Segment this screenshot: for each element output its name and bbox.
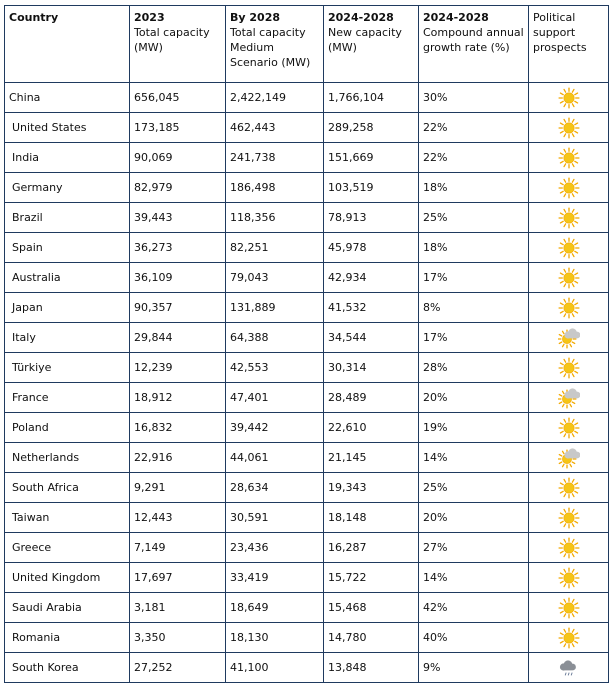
cell-cagr: 28% bbox=[419, 353, 529, 383]
cell-cagr: 17% bbox=[419, 263, 529, 293]
sun-icon bbox=[558, 417, 580, 439]
cell-cagr: 42% bbox=[419, 593, 529, 623]
table-row bbox=[5, 263, 609, 293]
cell-capacity-2023: 22,916 bbox=[130, 443, 226, 473]
cell-political-support bbox=[529, 353, 609, 383]
cell-capacity-2023: 82,979 bbox=[130, 173, 226, 203]
solar-capacity-table bbox=[4, 5, 609, 683]
cell-capacity-2023: 9,291 bbox=[130, 473, 226, 503]
header-row bbox=[5, 6, 609, 83]
cell-capacity-2028: 131,889 bbox=[226, 293, 324, 323]
cell-political-support bbox=[529, 83, 609, 113]
cell-political-support bbox=[529, 113, 609, 143]
cell-capacity-2023: 173,185 bbox=[130, 113, 226, 143]
cell-capacity-2023: 27,252 bbox=[130, 653, 226, 683]
cell-cagr: 40% bbox=[419, 623, 529, 653]
cell-capacity-2023: 16,832 bbox=[130, 413, 226, 443]
cell-capacity-2028: 462,443 bbox=[226, 113, 324, 143]
cell-capacity-2023: 656,045 bbox=[130, 83, 226, 113]
cell-country: India bbox=[5, 143, 130, 173]
sun-icon bbox=[558, 477, 580, 499]
cell-capacity-2028: 2,422,149 bbox=[226, 83, 324, 113]
cell-political-support bbox=[529, 293, 609, 323]
sun-icon bbox=[558, 357, 580, 379]
cell-cagr: 27% bbox=[419, 533, 529, 563]
cell-political-support bbox=[529, 623, 609, 653]
cell-new-capacity: 18,148 bbox=[324, 503, 419, 533]
header-new-capacity: 2024-2028 New capacity (MW) bbox=[324, 6, 419, 83]
cell-capacity-2028: 33,419 bbox=[226, 563, 324, 593]
cell-country: United Kingdom bbox=[5, 563, 130, 593]
cell-country: Spain bbox=[5, 233, 130, 263]
cell-capacity-2023: 12,443 bbox=[130, 503, 226, 533]
cell-new-capacity: 289,258 bbox=[324, 113, 419, 143]
table-row bbox=[5, 473, 609, 503]
cell-cagr: 8% bbox=[419, 293, 529, 323]
sun-icon bbox=[558, 207, 580, 229]
cell-capacity-2023: 90,357 bbox=[130, 293, 226, 323]
sun-icon bbox=[558, 537, 580, 559]
cell-capacity-2028: 18,130 bbox=[226, 623, 324, 653]
cell-country: Japan bbox=[5, 293, 130, 323]
cell-new-capacity: 42,934 bbox=[324, 263, 419, 293]
cell-cagr: 18% bbox=[419, 233, 529, 263]
table-row bbox=[5, 443, 609, 473]
cell-capacity-2023: 7,149 bbox=[130, 533, 226, 563]
cell-new-capacity: 14,780 bbox=[324, 623, 419, 653]
sun-icon bbox=[558, 147, 580, 169]
cell-political-support bbox=[529, 593, 609, 623]
cell-political-support bbox=[529, 203, 609, 233]
cell-political-support bbox=[529, 173, 609, 203]
table-row bbox=[5, 83, 609, 113]
cell-cagr: 14% bbox=[419, 443, 529, 473]
cell-capacity-2028: 41,100 bbox=[226, 653, 324, 683]
cell-new-capacity: 103,519 bbox=[324, 173, 419, 203]
cell-cagr: 9% bbox=[419, 653, 529, 683]
cell-political-support bbox=[529, 473, 609, 503]
table-row bbox=[5, 653, 609, 683]
cell-country: South Korea bbox=[5, 653, 130, 683]
cell-country: Germany bbox=[5, 173, 130, 203]
cell-capacity-2023: 17,697 bbox=[130, 563, 226, 593]
cell-new-capacity: 22,610 bbox=[324, 413, 419, 443]
cell-capacity-2028: 64,388 bbox=[226, 323, 324, 353]
cell-political-support bbox=[529, 323, 609, 353]
cell-new-capacity: 78,913 bbox=[324, 203, 419, 233]
table-row bbox=[5, 413, 609, 443]
sun-icon bbox=[558, 297, 580, 319]
cell-political-support bbox=[529, 563, 609, 593]
cell-capacity-2023: 18,912 bbox=[130, 383, 226, 413]
table-row bbox=[5, 323, 609, 353]
cell-political-support bbox=[529, 383, 609, 413]
cell-country: Australia bbox=[5, 263, 130, 293]
sun-icon bbox=[558, 117, 580, 139]
cell-capacity-2023: 12,239 bbox=[130, 353, 226, 383]
sun-icon bbox=[558, 507, 580, 529]
table-row bbox=[5, 353, 609, 383]
cell-cagr: 30% bbox=[419, 83, 529, 113]
cell-country: United States bbox=[5, 113, 130, 143]
cell-capacity-2028: 79,043 bbox=[226, 263, 324, 293]
header-country: Country bbox=[5, 6, 130, 83]
cell-political-support bbox=[529, 413, 609, 443]
cell-capacity-2023: 3,350 bbox=[130, 623, 226, 653]
cell-country: Romania bbox=[5, 623, 130, 653]
cell-new-capacity: 30,314 bbox=[324, 353, 419, 383]
table-row bbox=[5, 383, 609, 413]
rain-cloud-icon bbox=[558, 657, 580, 679]
cell-new-capacity: 41,532 bbox=[324, 293, 419, 323]
sun-cloud-icon bbox=[558, 447, 580, 469]
cell-cagr: 22% bbox=[419, 113, 529, 143]
cell-new-capacity: 1,766,104 bbox=[324, 83, 419, 113]
cell-country: China bbox=[5, 83, 130, 113]
cell-capacity-2023: 39,443 bbox=[130, 203, 226, 233]
cell-capacity-2028: 39,442 bbox=[226, 413, 324, 443]
cell-political-support bbox=[529, 233, 609, 263]
sun-icon bbox=[558, 567, 580, 589]
cell-capacity-2028: 42,553 bbox=[226, 353, 324, 383]
cell-new-capacity: 15,722 bbox=[324, 563, 419, 593]
cell-cagr: 18% bbox=[419, 173, 529, 203]
table-row bbox=[5, 293, 609, 323]
cell-capacity-2023: 90,069 bbox=[130, 143, 226, 173]
cell-capacity-2023: 36,273 bbox=[130, 233, 226, 263]
cell-political-support bbox=[529, 653, 609, 683]
cell-new-capacity: 151,669 bbox=[324, 143, 419, 173]
cell-political-support bbox=[529, 263, 609, 293]
cell-new-capacity: 34,544 bbox=[324, 323, 419, 353]
cell-cagr: 19% bbox=[419, 413, 529, 443]
cell-capacity-2028: 18,649 bbox=[226, 593, 324, 623]
cell-new-capacity: 15,468 bbox=[324, 593, 419, 623]
cell-cagr: 25% bbox=[419, 203, 529, 233]
table-row bbox=[5, 623, 609, 653]
table-row bbox=[5, 503, 609, 533]
cell-capacity-2028: 241,738 bbox=[226, 143, 324, 173]
cell-cagr: 17% bbox=[419, 323, 529, 353]
header-capacity-2023: 2023 Total capacity (MW) bbox=[130, 6, 226, 83]
header-political-support: Political support prospects bbox=[529, 6, 609, 83]
cell-political-support bbox=[529, 443, 609, 473]
header-capacity-2028: By 2028 Total capacity Medium Scenario (MW) bbox=[226, 6, 324, 83]
sun-icon bbox=[558, 597, 580, 619]
cell-new-capacity: 45,978 bbox=[324, 233, 419, 263]
sun-icon bbox=[558, 267, 580, 289]
cell-cagr: 20% bbox=[419, 503, 529, 533]
cell-cagr: 22% bbox=[419, 143, 529, 173]
cell-country: France bbox=[5, 383, 130, 413]
sun-icon bbox=[558, 237, 580, 259]
cell-new-capacity: 13,848 bbox=[324, 653, 419, 683]
cell-country: Taiwan bbox=[5, 503, 130, 533]
cell-country: Türkiye bbox=[5, 353, 130, 383]
cell-capacity-2023: 29,844 bbox=[130, 323, 226, 353]
cell-country: Italy bbox=[5, 323, 130, 353]
table-row bbox=[5, 203, 609, 233]
table-row bbox=[5, 233, 609, 263]
cell-capacity-2028: 30,591 bbox=[226, 503, 324, 533]
cell-country: Greece bbox=[5, 533, 130, 563]
cell-political-support bbox=[529, 143, 609, 173]
cell-capacity-2023: 36,109 bbox=[130, 263, 226, 293]
cell-country: Netherlands bbox=[5, 443, 130, 473]
cell-capacity-2028: 186,498 bbox=[226, 173, 324, 203]
cell-capacity-2028: 23,436 bbox=[226, 533, 324, 563]
cell-cagr: 20% bbox=[419, 383, 529, 413]
cell-new-capacity: 19,343 bbox=[324, 473, 419, 503]
table-row bbox=[5, 563, 609, 593]
cell-country: Poland bbox=[5, 413, 130, 443]
cell-capacity-2028: 47,401 bbox=[226, 383, 324, 413]
table-row bbox=[5, 593, 609, 623]
table-row bbox=[5, 173, 609, 203]
sun-icon bbox=[558, 87, 580, 109]
cell-capacity-2028: 118,356 bbox=[226, 203, 324, 233]
sun-icon bbox=[558, 177, 580, 199]
sun-icon bbox=[558, 627, 580, 649]
cell-new-capacity: 28,489 bbox=[324, 383, 419, 413]
table-row bbox=[5, 533, 609, 563]
table-row bbox=[5, 113, 609, 143]
cell-cagr: 14% bbox=[419, 563, 529, 593]
cell-country: South Africa bbox=[5, 473, 130, 503]
cell-new-capacity: 16,287 bbox=[324, 533, 419, 563]
cell-country: Brazil bbox=[5, 203, 130, 233]
cell-country: Saudi Arabia bbox=[5, 593, 130, 623]
table-row bbox=[5, 143, 609, 173]
cell-political-support bbox=[529, 503, 609, 533]
cell-capacity-2028: 44,061 bbox=[226, 443, 324, 473]
sun-cloud-icon bbox=[558, 387, 580, 409]
cell-new-capacity: 21,145 bbox=[324, 443, 419, 473]
cell-cagr: 25% bbox=[419, 473, 529, 503]
header-cagr: 2024-2028 Compound annual growth rate (%) bbox=[419, 6, 529, 83]
cell-capacity-2023: 3,181 bbox=[130, 593, 226, 623]
sun-cloud-icon bbox=[558, 327, 580, 349]
cell-political-support bbox=[529, 533, 609, 563]
cell-capacity-2028: 28,634 bbox=[226, 473, 324, 503]
cell-capacity-2028: 82,251 bbox=[226, 233, 324, 263]
